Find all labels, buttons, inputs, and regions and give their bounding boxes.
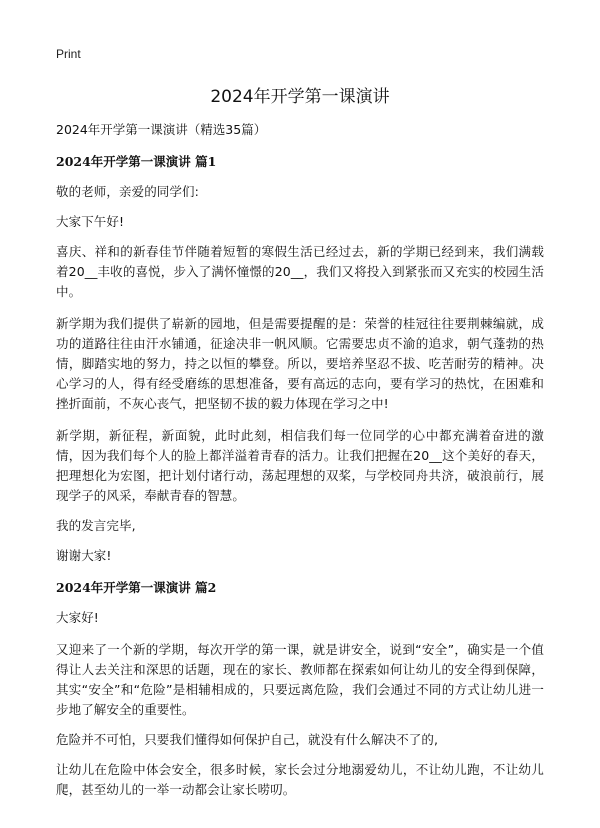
paragraph: 危险并不可怕，只要我们懂得如何保护自己，就没有什么解决不了的, xyxy=(56,732,439,747)
paragraph: 谢谢大家! xyxy=(56,548,112,563)
paragraph: 让幼儿在危险中体会安全，很多时候，家长会过分地溺爱幼儿，不让幼儿跑，不让幼儿爬，甚至幼儿的一举一动都会让家长唠叨。 xyxy=(56,762,544,797)
paragraph: 敬的老师，亲爱的同学们: xyxy=(56,184,199,199)
section-heading-2: 2024年开学第一课演讲 篇2 xyxy=(56,580,217,595)
document-subtitle: 2024年开学第一课演讲（精选35篇） xyxy=(56,122,267,137)
paragraph: 又迎来了一个新的学期，每次开学的第一课，就是讲安全，说到“安全”，确实是一个值得让人去关注和深思的话题，现在的家长、教师都在探索如何让幼儿的安全得到保障，其实“安全”和“危险”是相辅相成的，只要远离危险，我们会通过不同的方式让幼儿进一步地了解安全的重要性。 xyxy=(56,642,544,717)
paragraph: 我的发言完毕, xyxy=(56,518,136,533)
section-heading-1: 2024年开学第一课演讲 篇1 xyxy=(56,154,217,169)
paragraph: 大家下午好! xyxy=(56,214,125,229)
document-title: 2024年开学第一课演讲 xyxy=(210,87,390,107)
paragraph: 新学期，新征程，新面貌，此时此刻，相信我们每一位同学的心中都充满着奋进的激情，因为我们每个人的脸上都洋溢着青春的活力。让我们把握在20__这个美好的春天，把理想化为宏图，把计划付诸行动，荡起理想的双桨，与学校同舟共济，破浪前行，展现学子的风采，奉献青春的智慧。 xyxy=(56,428,544,503)
paragraph: 大家好! xyxy=(56,610,99,625)
paragraph: 新学期为我们提供了崭新的园地，但是需要提醒的是：荣誉的桂冠往往要荆棘编就，成功的道路往往由汗水铺通，征途决非一帆风顺。它需要忠贞不渝的追求，朝气蓬勃的热情，脚踏实地的努力，持之以恒的攀登。所以，要培养坚忍不拔、吃苦耐劳的精神。决心学习的人，得有经受磨练的思想准备，要有高远的志向，要有学习的热忱，在困难和挫折面前，不灰心丧气，把坚韧不拔的毅力体现在学习之中! xyxy=(56,316,544,411)
paragraph: 喜庆、祥和的新春佳节伴随着短暂的寒假生活已经过去，新的学期已经到来，我们满载着20__丰收的喜悦，步入了满怀憧憬的20__，我们又将投入到紧张而又充实的校园生活中。 xyxy=(56,244,544,299)
print-link[interactable]: Print xyxy=(56,47,81,61)
